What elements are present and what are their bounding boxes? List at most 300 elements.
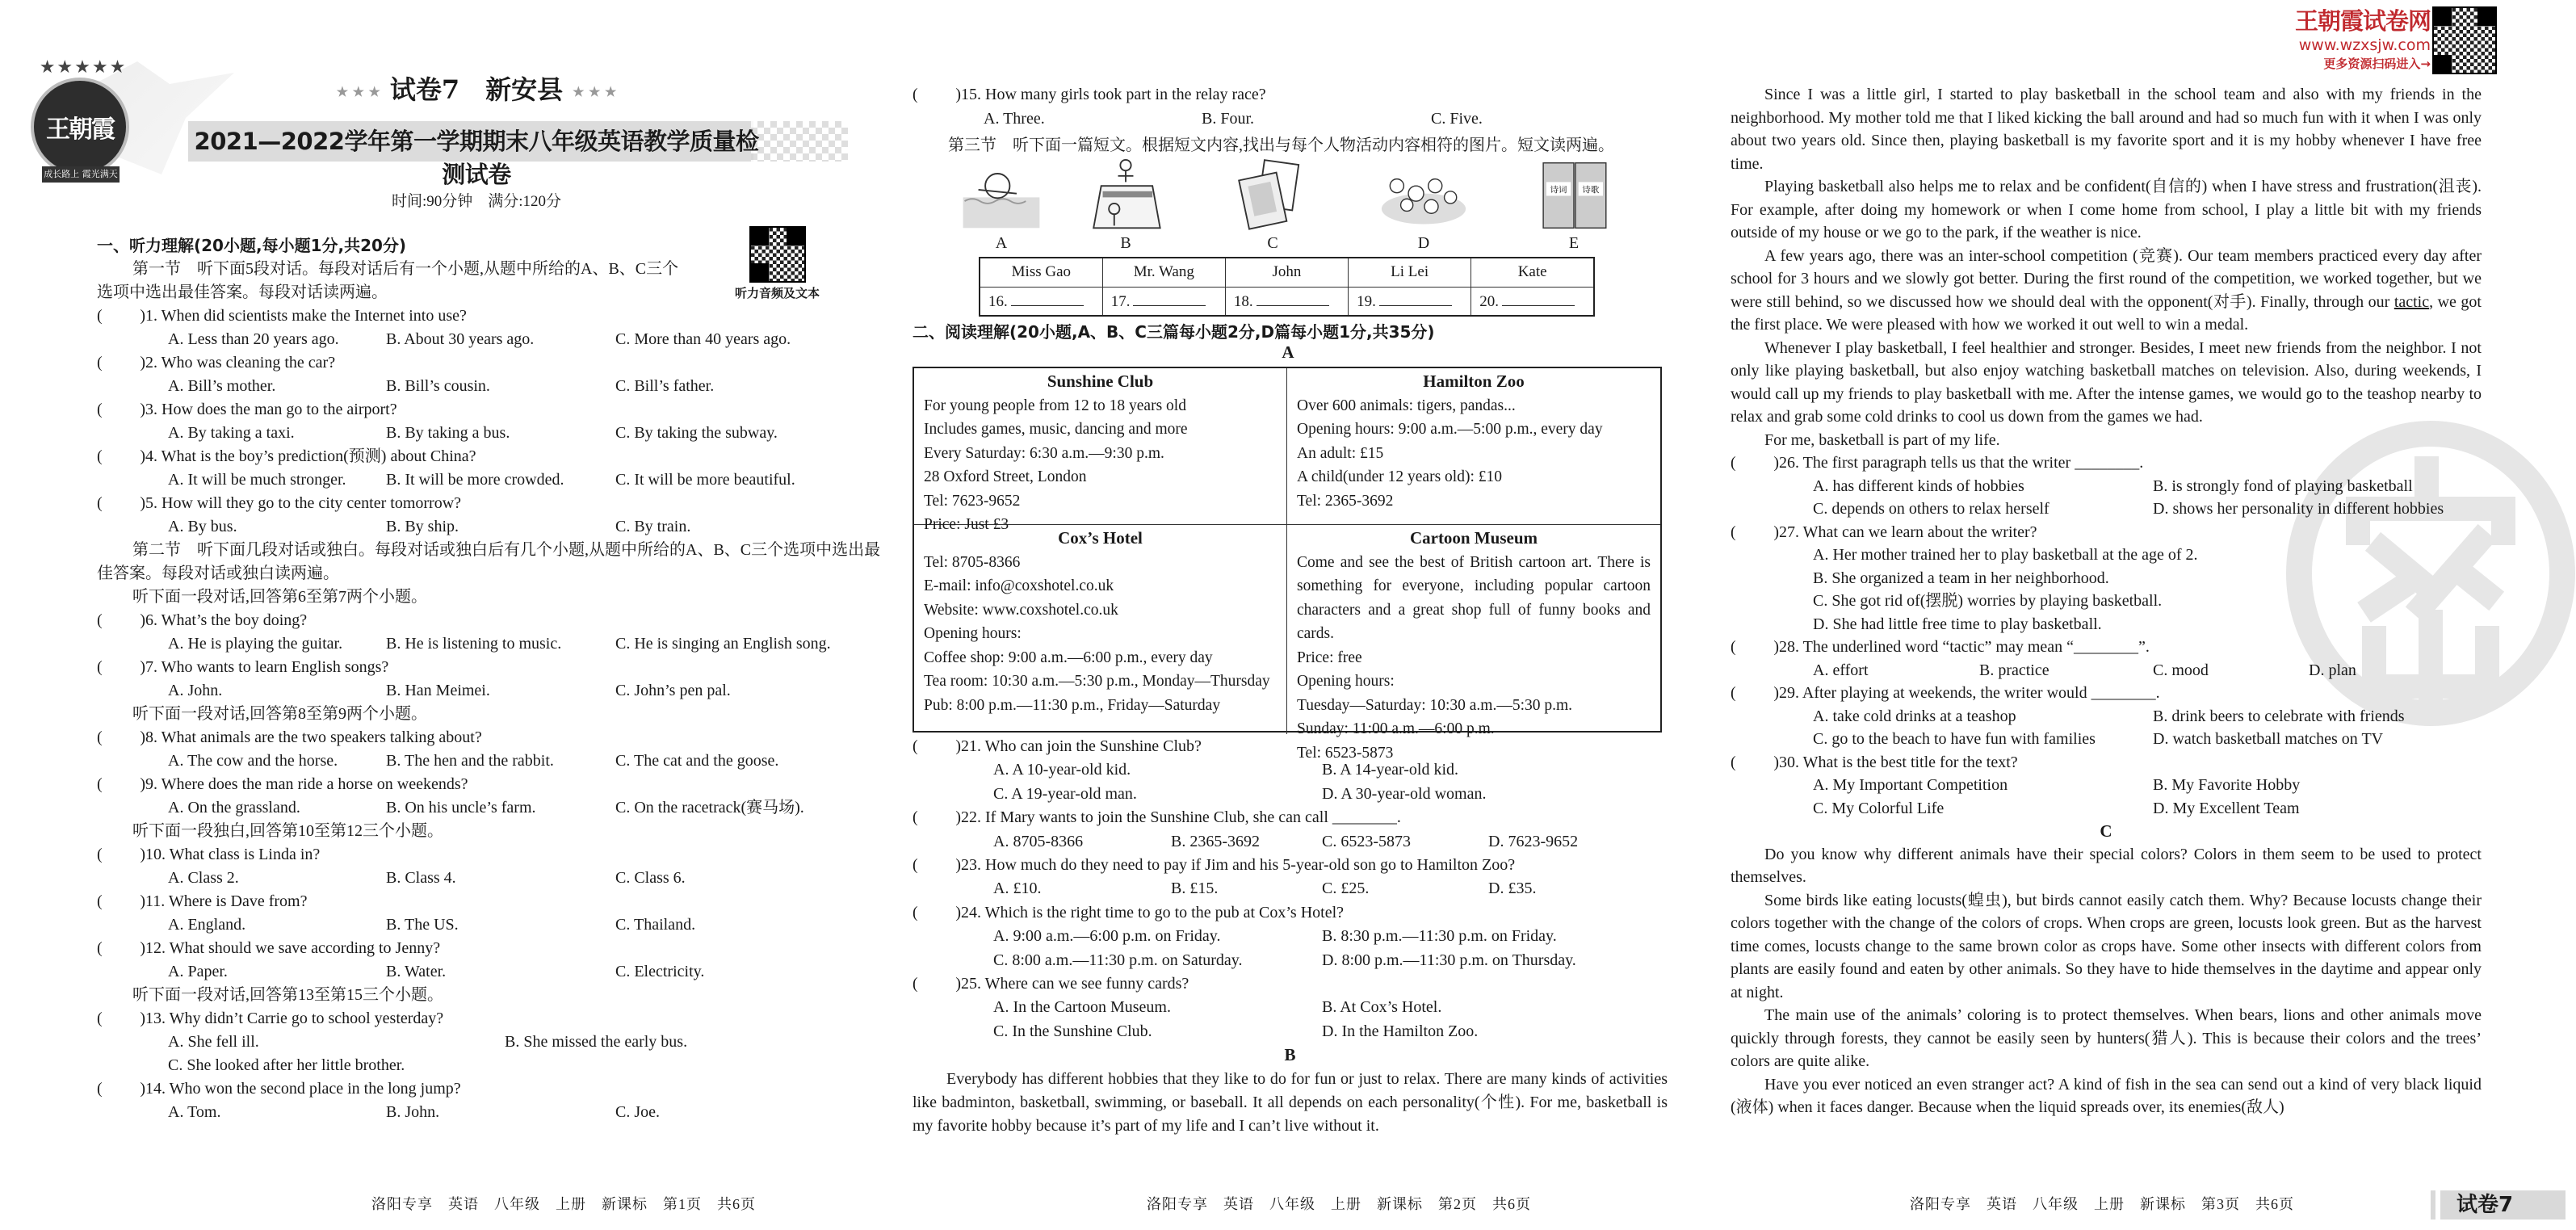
question-number: 1 . — [145, 307, 162, 325]
question-9 — [97, 773, 892, 820]
answer-option[interactable]: C. Five. — [1431, 109, 1483, 128]
answer-option[interactable]: B. She organized a team in her neighborhood. — [1813, 569, 2109, 587]
answer-cell[interactable] — [1102, 287, 1225, 316]
question-number: 24 . — [961, 904, 985, 921]
passage-a-heading: A — [1282, 342, 1294, 362]
option-row — [913, 996, 1668, 1019]
ad-card-title: Cartoon Museum — [1409, 528, 1538, 548]
ad-card-line: Tea room: 10:30 a.m.—5:30 p.m., Monday—Thursday — [924, 673, 1270, 690]
listening-instruction: 第二节 听下面几段对话或独白。每段对话或独白后有几个小题,从题中所给的A、B、C三个选项中选出最佳答案。每段对话或独白读两遍。 — [97, 541, 881, 582]
question-number: 13 . — [145, 1010, 170, 1027]
answer-blank[interactable] — [97, 492, 145, 515]
question-7 — [97, 656, 892, 703]
answer-blank[interactable] — [97, 445, 145, 468]
publisher-logo — [24, 53, 137, 183]
option-row — [97, 867, 892, 890]
answer-option[interactable]: C. Joe. — [615, 1103, 660, 1121]
ad-card — [914, 525, 1287, 734]
question-21 — [913, 735, 1668, 806]
answer-option[interactable]: C. Bill’s father. — [615, 377, 715, 395]
passage-paragraph — [1731, 245, 2482, 337]
question-25 — [913, 972, 1668, 1043]
answer-option[interactable]: A. 9:00 a.m.—6:00 p.m. on Friday. — [993, 927, 1221, 946]
question-stem — [97, 726, 892, 749]
answer-option[interactable]: C. In the Sunshine Club. — [993, 1022, 1152, 1040]
question-stem — [1731, 521, 2482, 544]
answer-option[interactable]: C. By train. — [615, 518, 691, 535]
answer-option[interactable]: C. Class 6. — [615, 869, 686, 887]
question-22 — [913, 806, 1668, 854]
answer-blank[interactable] — [913, 972, 961, 996]
question-text: Where does the man ride a horse on weekends? — [161, 775, 468, 793]
question-number: 5 . — [145, 494, 162, 512]
person-name: Kate — [1471, 258, 1594, 287]
paper-number-tag — [2423, 1190, 2566, 1220]
question-number: 15 . — [961, 86, 985, 103]
answer-blank[interactable] — [1731, 521, 1779, 544]
option-row — [913, 783, 1668, 806]
answer-option[interactable]: A. By bus. — [168, 518, 237, 535]
answer-option[interactable]: A. He is playing the guitar. — [168, 635, 343, 653]
ad-card-line: Opening hours: — [924, 625, 1022, 642]
brand-url[interactable]: www.wzxsjw.com — [2298, 36, 2431, 54]
question-number: 9 . — [145, 775, 162, 793]
answer-option[interactable]: D. She had little free time to play basketball. — [1813, 615, 2102, 633]
ad-card-line: An adult: £15 — [1297, 444, 1384, 462]
answer-option[interactable]: A. Bill’s mother. — [168, 377, 276, 395]
option-row — [913, 949, 1668, 972]
answer-option[interactable]: D. plan — [2309, 661, 2356, 679]
person-name: Miss Gao — [980, 258, 1102, 287]
page-footer-3: 洛阳专享 英语 八年级 上册 新课标 第3页 共6页 — [1910, 1196, 2294, 1212]
ad-card-line: Includes games, music, dancing and more — [924, 421, 1188, 438]
question-text: When did scientists make the Internet into use? — [161, 307, 467, 325]
answer-option[interactable]: B. 8:30 p.m.—11:30 p.m. on Friday. — [1322, 927, 1557, 946]
person-name: Mr. Wang — [1102, 258, 1225, 287]
option-row — [1731, 544, 2482, 567]
blank-number: 18. — [1233, 292, 1253, 310]
question-1 — [97, 304, 892, 351]
answer-cell[interactable] — [1349, 287, 1471, 316]
paper-number: 试卷7 — [2456, 1193, 2514, 1217]
question-12 — [97, 937, 892, 984]
option-row — [1731, 613, 2482, 636]
answer-option[interactable]: A. £10. — [993, 879, 1042, 898]
answer-option[interactable]: C. go to the beach to have fun with families — [1813, 730, 2096, 748]
answer-option[interactable]: D. watch basketball matches on TV — [2153, 730, 2384, 748]
answer-blank[interactable] — [1731, 682, 1779, 705]
answer-option[interactable]: C. depends on others to relax herself — [1813, 500, 2049, 518]
question-number: 25 . — [961, 975, 985, 993]
answer-cell[interactable] — [1471, 287, 1594, 316]
ad-card-line: Tuesday—Saturday: 10:30 a.m.—5:30 p.m. — [1297, 696, 1573, 714]
question-4 — [97, 445, 892, 492]
answer-blank[interactable] — [1502, 292, 1575, 306]
answer-option[interactable]: C. More than 40 years ago. — [615, 330, 791, 348]
passage-paragraph: For me, basketball is part of my life. — [1764, 430, 2000, 449]
question-15 — [913, 83, 1672, 131]
question-text: Who can join the Sunshine Club? — [984, 737, 1202, 755]
answer-option[interactable]: A. In the Cartoon Museum. — [993, 998, 1171, 1017]
answer-option[interactable]: C. He is singing an English song. — [615, 635, 831, 653]
exam-info: 时间:90分钟 满分:120分 — [391, 193, 562, 210]
question-26 — [1731, 451, 2482, 521]
answer-blank[interactable] — [97, 1007, 145, 1031]
ad-card-line: Opening hours: — [1297, 673, 1395, 690]
answer-option[interactable]: A. Three. — [984, 109, 1045, 128]
question-text: The underlined word “tactic” may mean “________”. — [1802, 638, 2150, 656]
ad-card-line: Tel: 7623-9652 — [924, 492, 1021, 510]
question-stem — [913, 806, 1668, 829]
passage-paragraph: Some birds like eating locusts(蝗虫), but birds cannot easily catch them. Why? Because locusts change their colors together with the change of the colors of crops. When crops are green, locusts look green. But as the harvest time comes, locusts change to the same brown color as crops have. Some other insects with different colors from plants are easily found and eaten by other animals. So they have to hide themselves in the daytime and appear only at night. — [1731, 891, 2482, 1001]
question-stem — [913, 83, 1672, 107]
answer-option[interactable]: A. 8705-8366 — [993, 832, 1084, 850]
ad-card-title: Hamilton Zoo — [1423, 372, 1525, 391]
answer-option[interactable]: B. A 14-year-old kid. — [1322, 761, 1459, 779]
answer-blank[interactable] — [1731, 636, 1779, 659]
listening-instruction: 听下面一段对话,回答第8至第9两个小题。 — [132, 705, 427, 723]
answer-option[interactable]: A. effort — [1813, 661, 1869, 679]
question-stem — [97, 492, 892, 515]
option-row — [97, 749, 892, 773]
ad-card-line: Tel: 2365-3692 — [1297, 492, 1394, 510]
people-row — [980, 258, 1594, 287]
question-stem — [913, 735, 1668, 758]
answer-option[interactable]: D. shows her personality in different hobbies — [2153, 500, 2444, 518]
ad-card — [914, 368, 1287, 533]
passage-paragraph: Do you know why different animals have their special colors? Colors in them seem to be used to protect themselves. — [1731, 845, 2482, 886]
question-text: How will they go to the city center tomorrow? — [162, 494, 462, 512]
star-icons — [39, 57, 128, 78]
blank-number: 19. — [1357, 292, 1376, 310]
answer-option[interactable]: C. She looked after her little brother. — [168, 1056, 405, 1074]
answer-blank[interactable] — [97, 1077, 145, 1101]
answer-option[interactable]: B. The hen and the rabbit. — [386, 752, 554, 770]
answer-option[interactable]: B. 2365-3692 — [1171, 832, 1260, 850]
ad-card-line: Sunday: 11:00 a.m.—6:00 p.m. — [1297, 720, 1495, 737]
answer-option[interactable]: B. drink beers to celebrate with friends — [2153, 707, 2405, 725]
passage-paragraph: Have you ever noticed an even stranger act? A kind of fish in the sea can send out a kind of very black liquid (液体) when it faces danger. Because when the liquid spreads over, its enemies(敌人) — [1731, 1075, 2482, 1116]
listening-instruction: 听下面一段独白,回答第10至第12三个小题。 — [132, 822, 443, 840]
question-stem — [1731, 636, 2482, 659]
question-text: What’s the boy doing? — [161, 611, 308, 629]
answer-option[interactable]: B. Four. — [1202, 109, 1255, 128]
question-number: 2 . — [145, 354, 162, 372]
answer-option[interactable]: B. Bill’s cousin. — [386, 377, 490, 395]
passage-paragraph: Everybody has different hobbies that they like to do for fun or just to relax. There are many kinds of activities like badminton, basketball, swimming, or baseball. It all depends on each personality(个性). For me, basketball is my favorite hobby because it’s part of my life and I can’t live without it. — [913, 1069, 1668, 1136]
answer-blank[interactable] — [97, 304, 145, 328]
answer-option[interactable]: C. My Colorful Life — [1813, 799, 1945, 817]
flowers-picture — [1375, 159, 1472, 232]
answer-option[interactable]: B. John. — [386, 1103, 440, 1121]
question-text: Which is the right time to go to the pub at Cox’s Hotel? — [984, 903, 1345, 921]
option-row — [1731, 497, 2482, 521]
answer-option[interactable]: A. My Important Competition — [1813, 776, 2008, 794]
answer-option[interactable]: C. It will be more beautiful. — [615, 471, 795, 489]
option-row — [97, 375, 892, 398]
answer-option[interactable]: A. Less than 20 years ago. — [168, 330, 339, 348]
answer-option[interactable]: A. England. — [168, 916, 246, 934]
question-stem — [97, 656, 892, 679]
answer-option[interactable]: A. John. — [168, 682, 223, 699]
answer-blank[interactable] — [1257, 292, 1329, 306]
question-text: Where can we see funny cards? — [984, 974, 1189, 993]
section3-intro: 第三节 听下面一篇短文。根据短文内容,找出与每个人物活动内容相符的图片。短文读两遍。 — [948, 136, 1614, 154]
answer-option[interactable]: D. £35. — [1488, 879, 1537, 898]
question-stem — [97, 398, 892, 422]
question-stem — [1731, 682, 2482, 705]
paragraph-text: A few years ago, there was an inter-school competition (竞赛). Our team members practiced every day after school for 3 hours and we slowly got better. During the first round of the competition, we worked together, but we were still behind, so we discussed how we should deal with the opponent(对手). Finally, through our — [1731, 246, 2482, 311]
question-number: 12 . — [145, 939, 170, 957]
blank-number: 17. — [1110, 292, 1131, 310]
answer-blank[interactable] — [97, 937, 145, 960]
answer-option[interactable]: C. 6523-5873 — [1322, 832, 1411, 850]
passage-b-heading: B — [1284, 1045, 1296, 1065]
brand-block[interactable] — [2269, 6, 2431, 73]
option-row — [1731, 705, 2482, 728]
column-page-1 — [97, 234, 892, 1124]
question-number: 14 . — [145, 1080, 170, 1098]
option-row — [913, 107, 1672, 132]
answer-blank[interactable] — [97, 398, 145, 422]
answer-blank[interactable] — [913, 735, 961, 758]
answer-option[interactable]: B. At Cox’s Hotel. — [1322, 998, 1442, 1017]
answer-option[interactable]: D. A 30-year-old woman. — [1322, 784, 1487, 803]
answer-option[interactable]: A. take cold drinks at a teashop — [1813, 707, 2016, 725]
question-text: The first paragraph tells us that the writer ________. — [1802, 454, 2144, 472]
question-29 — [1731, 682, 2482, 751]
ad-card-line: Over 600 animals: tigers, pandas... — [1297, 397, 1516, 414]
blank-number: 16. — [988, 292, 1008, 310]
answer-option[interactable]: A. On the grassland. — [168, 799, 300, 817]
ad-card-line: Price: Just £3 — [924, 516, 1009, 533]
question-27 — [1731, 521, 2482, 636]
question-stem — [1731, 751, 2482, 775]
answer-option[interactable]: B. The US. — [386, 916, 459, 934]
exam-subtitle: 2021—2022学年第一学期期末八年级英语教学质量检测试卷 — [194, 128, 759, 188]
answer-blank[interactable] — [1133, 292, 1206, 306]
answer-blank[interactable] — [913, 806, 961, 829]
answer-option[interactable]: B. is strongly fond of playing basketball — [2153, 476, 2413, 495]
picture-label: A — [995, 234, 1008, 252]
answer-blank[interactable] — [913, 854, 961, 877]
ad-card-line: Opening hours: 9:00 a.m.—5:00 p.m., every day — [1297, 421, 1603, 438]
answer-blank[interactable] — [1731, 751, 1779, 775]
question-text: How does the man go to the airport? — [162, 401, 397, 418]
answer-option[interactable]: C. The cat and the goose. — [615, 752, 779, 770]
answer-blank[interactable] — [1731, 451, 1779, 475]
ad-card-line: A child(under 12 years old): £10 — [1297, 468, 1502, 485]
answer-blank[interactable] — [913, 83, 961, 107]
poetry-books-picture — [1525, 159, 1622, 232]
option-row — [1731, 728, 2482, 751]
answer-option[interactable]: B. Class 4. — [386, 869, 456, 887]
answer-option[interactable]: C. £25. — [1322, 879, 1370, 898]
option-row — [1731, 567, 2482, 590]
answer-option[interactable]: B. Han Meimei. — [386, 682, 490, 699]
question-10 — [97, 843, 892, 890]
qr-label: 听力音频及文本 — [734, 286, 820, 300]
question-stem — [97, 609, 892, 632]
answer-blank[interactable] — [913, 901, 961, 925]
answer-option[interactable]: D. My Excellent Team — [2153, 799, 2300, 817]
question-number: 22 . — [961, 808, 985, 826]
question-text: Who won the second place in the long jump? — [169, 1080, 461, 1098]
answer-option[interactable]: B. Water. — [386, 963, 447, 980]
answer-option[interactable]: C. mood — [2153, 661, 2209, 679]
answer-option[interactable]: C. Electricity. — [615, 963, 705, 980]
answer-cell[interactable] — [1225, 287, 1348, 316]
answer-blank[interactable] — [97, 726, 145, 749]
answer-option[interactable]: A. A 10-year-old kid. — [993, 761, 1131, 779]
answer-blank[interactable] — [97, 656, 145, 679]
question-text: Why didn’t Carrie go to school yesterday? — [169, 1010, 444, 1027]
question-number: 11 . — [145, 892, 169, 910]
option-row — [97, 422, 892, 445]
ad-card — [1287, 525, 1660, 762]
answer-option[interactable]: B. About 30 years ago. — [386, 330, 535, 348]
answer-blank[interactable] — [97, 843, 145, 867]
question-23 — [913, 854, 1668, 901]
question-stem — [913, 854, 1668, 877]
question-stem — [97, 351, 892, 375]
answer-blank[interactable] — [1379, 292, 1452, 306]
swimming-picture — [953, 159, 1050, 232]
question-number: 10 . — [145, 846, 170, 863]
answer-option[interactable]: C. On the racetrack(赛马场). — [615, 799, 804, 817]
answer-option[interactable]: B. He is listening to music. — [386, 635, 562, 653]
option-row — [1731, 774, 2482, 797]
question-text: If Mary wants to join the Sunshine Club, she can call ________. — [985, 808, 1401, 827]
answer-option[interactable]: C. Thailand. — [615, 916, 696, 934]
option-row — [1731, 590, 2482, 613]
listening-instruction: 听下面一段对话,回答第6至第7两个小题。 — [132, 588, 427, 606]
answer-option[interactable]: C. She got rid of(摆脱) worries by playing basketball. — [1813, 592, 2163, 610]
question-text: What class is Linda in? — [169, 846, 321, 863]
question-stem — [97, 1077, 892, 1101]
checker-decoration — [751, 121, 848, 162]
answer-blank[interactable] — [97, 609, 145, 632]
answer-option[interactable]: A. Tom. — [168, 1103, 221, 1121]
question-stem — [1731, 451, 2482, 475]
answer-option[interactable]: B. By ship. — [386, 518, 459, 535]
ad-card-line: Tel: 8705-8366 — [924, 553, 1021, 571]
ad-card-line: Every Saturday: 6:30 a.m.—9:30 p.m. — [924, 444, 1164, 462]
stamps-picture — [1224, 159, 1321, 232]
ping-pong-picture — [1077, 159, 1174, 232]
answer-option[interactable]: A. She fell ill. — [168, 1033, 259, 1051]
option-row — [913, 925, 1668, 948]
brand-cta: 更多资源扫码进入→ — [2323, 57, 2431, 71]
answer-option[interactable]: A. has different kinds of hobbies — [1813, 476, 2024, 495]
answer-option[interactable]: A. It will be much stronger. — [168, 471, 346, 489]
question-15-container — [913, 83, 1672, 131]
answer-blank[interactable] — [97, 351, 145, 375]
answer-blank[interactable] — [97, 890, 145, 913]
answer-blank[interactable] — [1011, 292, 1084, 306]
passage-paragraph: Playing basketball also helps me to relax and be confident(自信的) when I have stress and frustration(沮丧). For example, after doing my homework or when I come home from school, I play a little bit with my friends outside of my house or we go to the park, if the weather is nice. — [1731, 178, 2482, 241]
answer-option[interactable]: C. By taking the subway. — [615, 424, 778, 442]
answer-option[interactable]: B. It will be more crowded. — [386, 471, 564, 489]
question-number: 23 . — [961, 856, 985, 874]
answer-option[interactable]: D. 7623-9652 — [1488, 832, 1579, 850]
question-number: 27 . — [1779, 523, 1803, 541]
page-footer-2: 洛阳专享 英语 八年级 上册 新课标 第2页 共6页 — [1147, 1196, 1531, 1212]
answer-option[interactable]: B. She missed the early bus. — [505, 1033, 688, 1051]
question-5 — [97, 492, 892, 539]
question-number: 21 . — [961, 737, 985, 755]
question-number: 7 . — [145, 658, 162, 676]
question-text: How many girls took part in the relay race? — [985, 86, 1266, 103]
person-name: John — [1225, 258, 1348, 287]
ad-card — [1287, 368, 1660, 525]
answer-row — [980, 287, 1594, 316]
question-30 — [1731, 751, 2482, 821]
option-row — [97, 913, 892, 937]
question-stem — [97, 1007, 892, 1031]
question-28 — [1731, 636, 2482, 682]
answer-option[interactable]: C. A 19-year-old man. — [993, 784, 1137, 803]
passage-a-questions — [913, 735, 1668, 1139]
listening-instruction: 听下面一段对话,回答第13至第15三个小题。 — [132, 986, 443, 1004]
question-14 — [97, 1077, 892, 1124]
answer-cell[interactable] — [980, 287, 1102, 316]
answer-option[interactable]: A. The cow and the horse. — [168, 752, 338, 770]
option-row — [913, 758, 1668, 782]
brand-name: 王朝霞试卷网 — [2294, 7, 2431, 35]
ad-card-line: 28 Oxford Street, London — [924, 468, 1087, 485]
option-row — [97, 468, 892, 492]
option-row — [97, 960, 892, 984]
paper-title-text: 试卷7 新安县 — [389, 74, 564, 105]
question-number: 8 . — [145, 728, 162, 746]
answer-option[interactable]: D. In the Hamilton Zoo. — [1322, 1022, 1479, 1040]
answer-option[interactable]: B. practice — [1979, 661, 2049, 679]
answer-option[interactable]: A. Paper. — [168, 963, 228, 980]
question-number: 26 . — [1779, 454, 1803, 472]
answer-blank[interactable] — [97, 773, 145, 796]
option-row — [1731, 797, 2482, 821]
underlined-word: tactic — [2393, 292, 2430, 311]
question-13 — [97, 1007, 892, 1077]
answer-option[interactable]: B. On his uncle’s farm. — [386, 799, 536, 817]
matching-table — [979, 257, 1595, 317]
answer-option[interactable]: C. 8:00 a.m.—11:30 p.m. on Saturday. — [993, 951, 1243, 969]
option-row — [1731, 659, 2482, 682]
answer-option[interactable]: C. John’s pen pal. — [615, 682, 731, 699]
answer-option[interactable]: B. My Favorite Hobby — [2153, 776, 2301, 794]
ad-card-line: Tel: 6523-5873 — [1297, 744, 1394, 762]
answer-option[interactable]: A. By taking a taxi. — [168, 424, 295, 442]
star-icon — [573, 84, 616, 99]
option-row — [1731, 475, 2482, 498]
picture-label: D — [1417, 234, 1430, 252]
option-row — [97, 679, 892, 703]
answer-option[interactable]: A. Her mother trained her to play basketball at the age of 2. — [1813, 546, 2198, 564]
question-stem — [913, 972, 1668, 996]
answer-option[interactable]: B. By taking a bus. — [386, 424, 510, 442]
question-stem — [913, 901, 1668, 925]
answer-option[interactable]: B. £15. — [1171, 879, 1219, 898]
question-number: 29 . — [1779, 684, 1802, 702]
brand-qr-code[interactable] — [2432, 6, 2497, 74]
section-title-reading: 二、阅读理解(20小题,A、B、C三篇每小题2分,D篇每小题1分,共35分) — [913, 322, 1435, 342]
option-row — [97, 632, 892, 656]
answer-option[interactable]: A. Class 2. — [168, 869, 239, 887]
question-text: What is the best title for the text? — [1802, 753, 2018, 771]
question-text: What animals are the two speakers talking about? — [161, 728, 482, 746]
answer-option[interactable]: D. 8:00 p.m.—11:30 p.m. on Thursday. — [1322, 951, 1576, 969]
